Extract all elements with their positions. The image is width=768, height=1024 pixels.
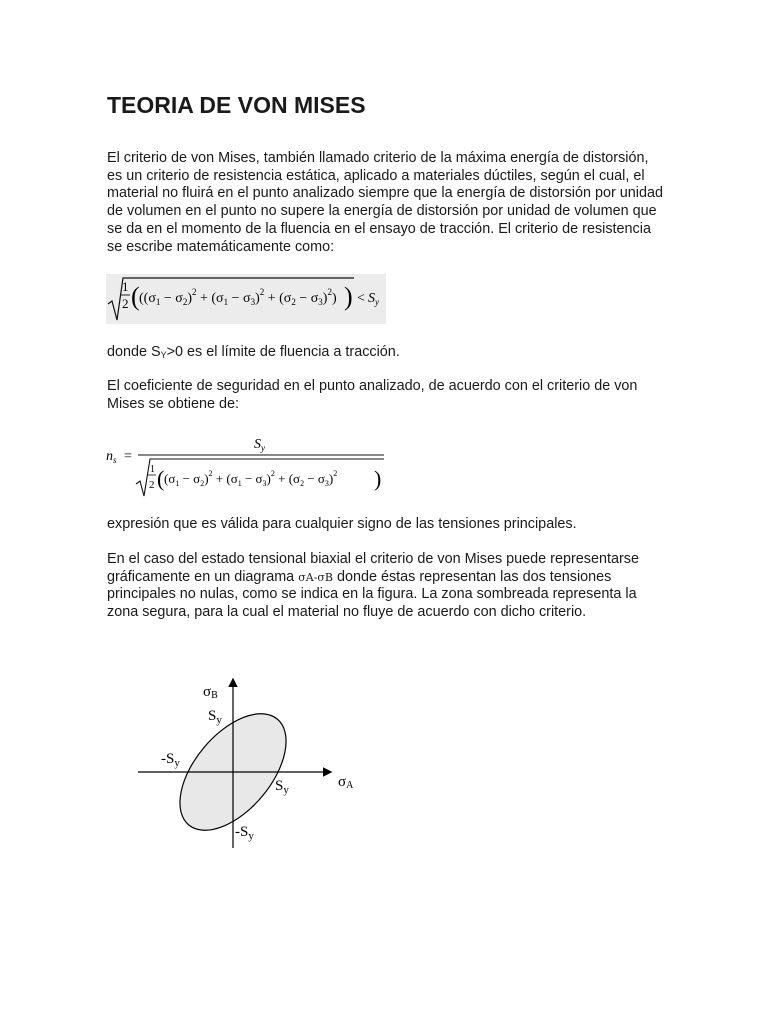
biaxial-paragraph — [107, 551, 667, 622]
yield-note-sub: Y — [160, 350, 167, 360]
yield-note-suffix: >0 es el límite de fluencia a tracción. — [166, 344, 400, 360]
yield-symbol: $S_y$ — [368, 291, 379, 307]
fraction-denominator: 2 — [122, 296, 129, 311]
von-mises-criterion-formula — [106, 274, 386, 324]
close-brace: ) — [344, 282, 353, 311]
sigma-a-axis-label: σA — [338, 774, 354, 791]
label-sy-top: $S_y$ — [208, 708, 222, 726]
safety-intro: El coeficiente de seguridad en el punto analizado, de acuerdo con el criterio de von Mises se obtiene de: — [107, 378, 638, 412]
den-close-brace: ) — [374, 466, 382, 491]
label-sy-right: $S_y$ — [275, 778, 289, 796]
term-1: $((\sigma_1 - \sigma_2)^2 + (\sigma_1 - \sigma_3)^2 + (\sigma_2 - \sigma_3)^2)$ — [139, 287, 337, 307]
yield-note — [107, 344, 667, 365]
equals-sign: = — [124, 449, 132, 464]
intro-paragraph: El criterio de von Mises, también llamado criterio de la máxima energía de distorsión, es un criterio de resistencia estática, aplicado a materiales dúctiles, según el cual, el material no fluirá en el punto analizado siempre que la energía de distorsión por unidad de volumen en el punto no supere la energía de distorsión por unidad de volumen que se da en el momento de la fluencia en el ensayo de tracción. El criterio de resistencia se escribe matemáticamente como: — [107, 150, 663, 255]
den-terms: $(\sigma_1 - \sigma_2)^2 + (\sigma_1 - \sigma_3)^2 + (\sigma_2 - \sigma_3)^2$ — [164, 469, 338, 488]
biaxial-after: donde éstas representan las dos tensiones principales no nulas, como se indica en la figura. La zona sombreada representa la zona segura, para la cual el material no fluye de acuerdo con dicho criterio. — [107, 568, 637, 621]
von-mises-ellipse-diagram — [130, 670, 370, 855]
sigma-b-axis-label: σB — [203, 684, 218, 701]
criterion-formula-svg — [106, 274, 386, 324]
den-open-brace: ( — [157, 466, 165, 491]
fraction-numerator: 1 — [122, 279, 129, 294]
sigma-a-label: σA — [298, 570, 314, 584]
sigma-b-label: σB — [317, 570, 333, 584]
label-neg-sy-left: $-S_y$ — [161, 751, 180, 769]
n-symbol: $n_s$ — [106, 449, 117, 465]
yield-note-prefix: donde S — [107, 344, 161, 360]
label-neg-sy-bottom: $-S_y$ — [235, 824, 254, 842]
open-brace: ( — [131, 282, 140, 311]
safety-formula-svg — [106, 428, 388, 500]
biaxial-before: En el caso del estado tensional biaxial el criterio de von Mises puede representarse gráficamente en un diagrama — [107, 551, 639, 585]
safety-factor-formula — [106, 428, 388, 500]
sigma-dash: - — [313, 570, 318, 584]
den-half-num: 1 — [150, 464, 155, 475]
validity-note: expresión que es válida para cualquier signo de las tensiones principales. — [107, 516, 577, 532]
numerator-sy: $S_y$ — [254, 437, 265, 453]
den-half-den: 2 — [149, 479, 155, 491]
ellipse-diagram-svg — [130, 670, 370, 855]
less-than: < — [357, 291, 365, 306]
page-title: TEORIA DE VON MISES — [107, 92, 366, 118]
